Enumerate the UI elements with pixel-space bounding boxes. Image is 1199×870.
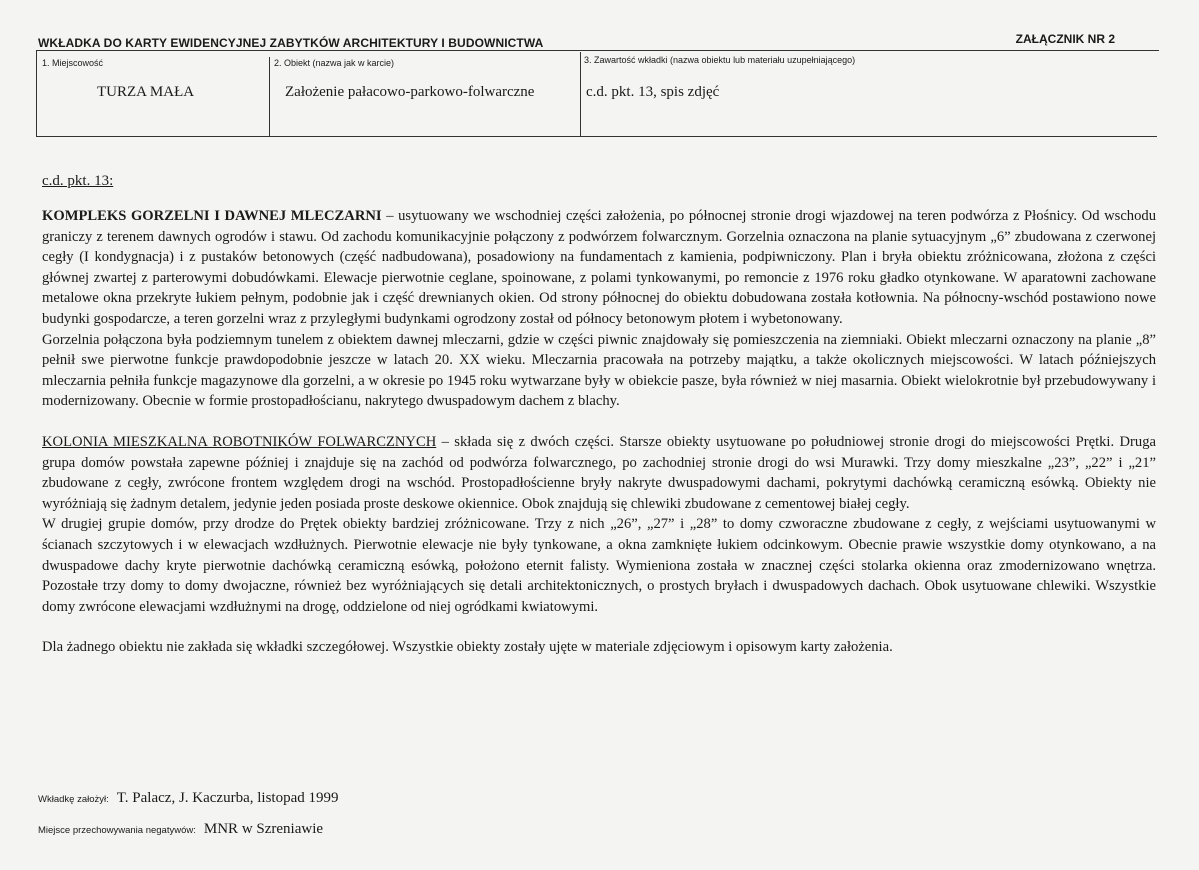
field-label-locality: 1. Miejscowość [42,58,104,68]
field-label-object: 2. Obiekt (nazwa jak w karcie) [274,58,395,68]
spacer [42,617,1156,637]
paragraph-distillery-text: – usytuowany we wschodniej części założenia, po północnej stronie drogi wjazdowej na teren podwórza z Płośnicy. Od wschodu graniczy z terenem dawnych ogrodów i stawu. Od zachodu komunikacyjnie połączony z podwórzem folwarcznym. Gorzelnia oznaczona na planie sytuacyjnym „6” zbudowana z czerwonej cegły (I kondygnacja) i z pustaków betonowych (część nadbudowana), posadowiony na fundamentach z kamienia, podpiwniczony. Plan i bryła obiektu zróżnicowana, złożona z części głównej zwartej z parterowymi dobudówkami. Elewacje pierwotnie ceglane, spoinowane, z polami tynkowanymi, po remoncie z 1976 roku gładko otynkowane. W aparatowni zachowane metalowe okna przekryte łukiem pełnym, podobnie jak i część drewnianych okien. Od strony północnej do obiektu dobudowana została kotłownia. Na północny-wschód postawiono nowe budynki gospodarcze, a teren gorzelni wraz z przyległymi budynkami ogrodzony został od północy betonowym płotem i wybetonowany. [42,208,1156,327]
footer-storage-value: MNR w Szreniawie [203,821,324,837]
attachment-number: ZAŁĄCZNIK NR 2 [1015,32,1115,46]
table-divider-2 [580,52,581,137]
paragraph-second-group: W drugiej grupie domów, przy drodze do Prętek obiekty bardziej zróżnicowane. Trzy z nich „26”, „27” i „28” to domy czworaczne zbudowane z cegły, z wejściami usytuowanymi w ścianach szczytowych i w elewacjach wzdłużnych. Pierwotnie elewacje nie były tynkowane, a okna zamknięte łukiem odcinkowym. Obecnie prawie wszystkie domy otynkowano, a na dwuspadowe dachy kryte pierwotnie dachówką ceramiczną esówką, położono eternit falisty. Wymieniona została w znacznej części stolarka okienna oraz zmodernizowano wnętrza. Pozostałe trzy domy to domy dwojaczne, również bez wyróżniających się detali architektonicznych, o prostych bryłach i dwuspadowych dachach. Obok usytuowane chlewiki. Wszystkie domy zwrócone elewacjami wzdłużnymi na drogę, oddzielone od niej ogródkami kwiatowymi. [42,516,1156,615]
spacer [42,412,1156,432]
paragraph-colony-text: – składa się z dwóch części. Starsze obiekty usytuowane po południowej stronie drogi do miejscowości Prętki. Druga grupa domów powstała zapewne później i znajduje się na zachód od podwórza folwarcznego, po zachodniej stronie drogi do wsi Murawki. Trzy domy mieszkalne „23”, „22” i „21” zbudowane z cegły, zwrócone frontem względem drogi na wschód. Prostopadłościenne bryły nakryte dwuspadowymi dachami, pokrytymi dachówką ceramiczną esówką. Obiekty nie wyróżniają się żadnym detalem, jedynie jeden posiada proste deskowe okiennice. Obok znajdują się chlewiki zbudowane z cementowej białej cegły. [42,433,1156,512]
section-heading: c.d. pkt. 13: [42,173,114,189]
footer-storage-label: Miejsce przechowywania negatywów: [38,825,196,836]
field-value-object: Założenie pałacowo-parkowo-folwarczne [285,84,535,100]
document-body [42,206,1156,658]
paragraph-distillery [42,206,1156,330]
document-title: WKŁADKA DO KARTY EWIDENCYJNEJ ZABYTKÓW ARCHITEKTURY I BUDOWNICTWA [38,36,544,50]
table-border-left [36,50,37,137]
paragraph-distillery-heading: KOMPLEKS GORZELNI I DAWNEJ MLECZARNI [42,208,382,224]
paragraph-closing: Dla żadnego obiektu nie zakłada się wkładki szczegółowej. Wszystkie obiekty zostały ujęte w materiale zdjęciowym i opisowym karty założenia. [42,639,893,656]
field-value-locality: TURZA MAŁA [97,84,195,100]
header-rule-bottom [36,136,1157,137]
table-divider-1 [269,57,270,137]
footer-author-label: Wkładkę założył: [38,794,109,805]
paragraph-colony-heading: KOLONIA MIESZKALNA ROBOTNIKÓW FOLWARCZNYCH [42,433,437,450]
paragraph-colony [42,432,1156,514]
footer-author-value: T. Palacz, J. Kaczurba, listopad 1999 [116,790,339,806]
field-label-contents: 3. Zawartość wkładki (nazwa obiektu lub materiału uzupełniającego) [584,55,856,65]
field-value-contents: c.d. pkt. 13, spis zdjęć [586,84,720,100]
paragraph-dairy: Gorzelnia połączona była podziemnym tunelem z obiektem dawnej mleczarni, gdzie w części piwnic znajdowały się pomieszczenia na ziemniaki. Obiekt mleczarni oznaczony na planie „8” pełnił swe pierwotne funkcje prawdopodobnie jeszcze w latach 20. XX wieku. Mleczarnia pracowała na potrzeby majątku, a także okolicznych miejscowości. W latach późniejszych mleczarnia pełniła funkcje magazynowe dla gorzelni, a w okresie po 1945 roku wytwarzane były w obiekcie pasze, była również w niej masarnia. Obiekt wielokrotnie był przebudowywany i modernizowany. Obecnie w formie prostopadłościanu, nakrytego dwuspadowym dachem z blachy. [42,331,1156,410]
footer-storage [38,821,323,838]
header-rule-top [36,50,1159,51]
footer-author [38,790,338,807]
